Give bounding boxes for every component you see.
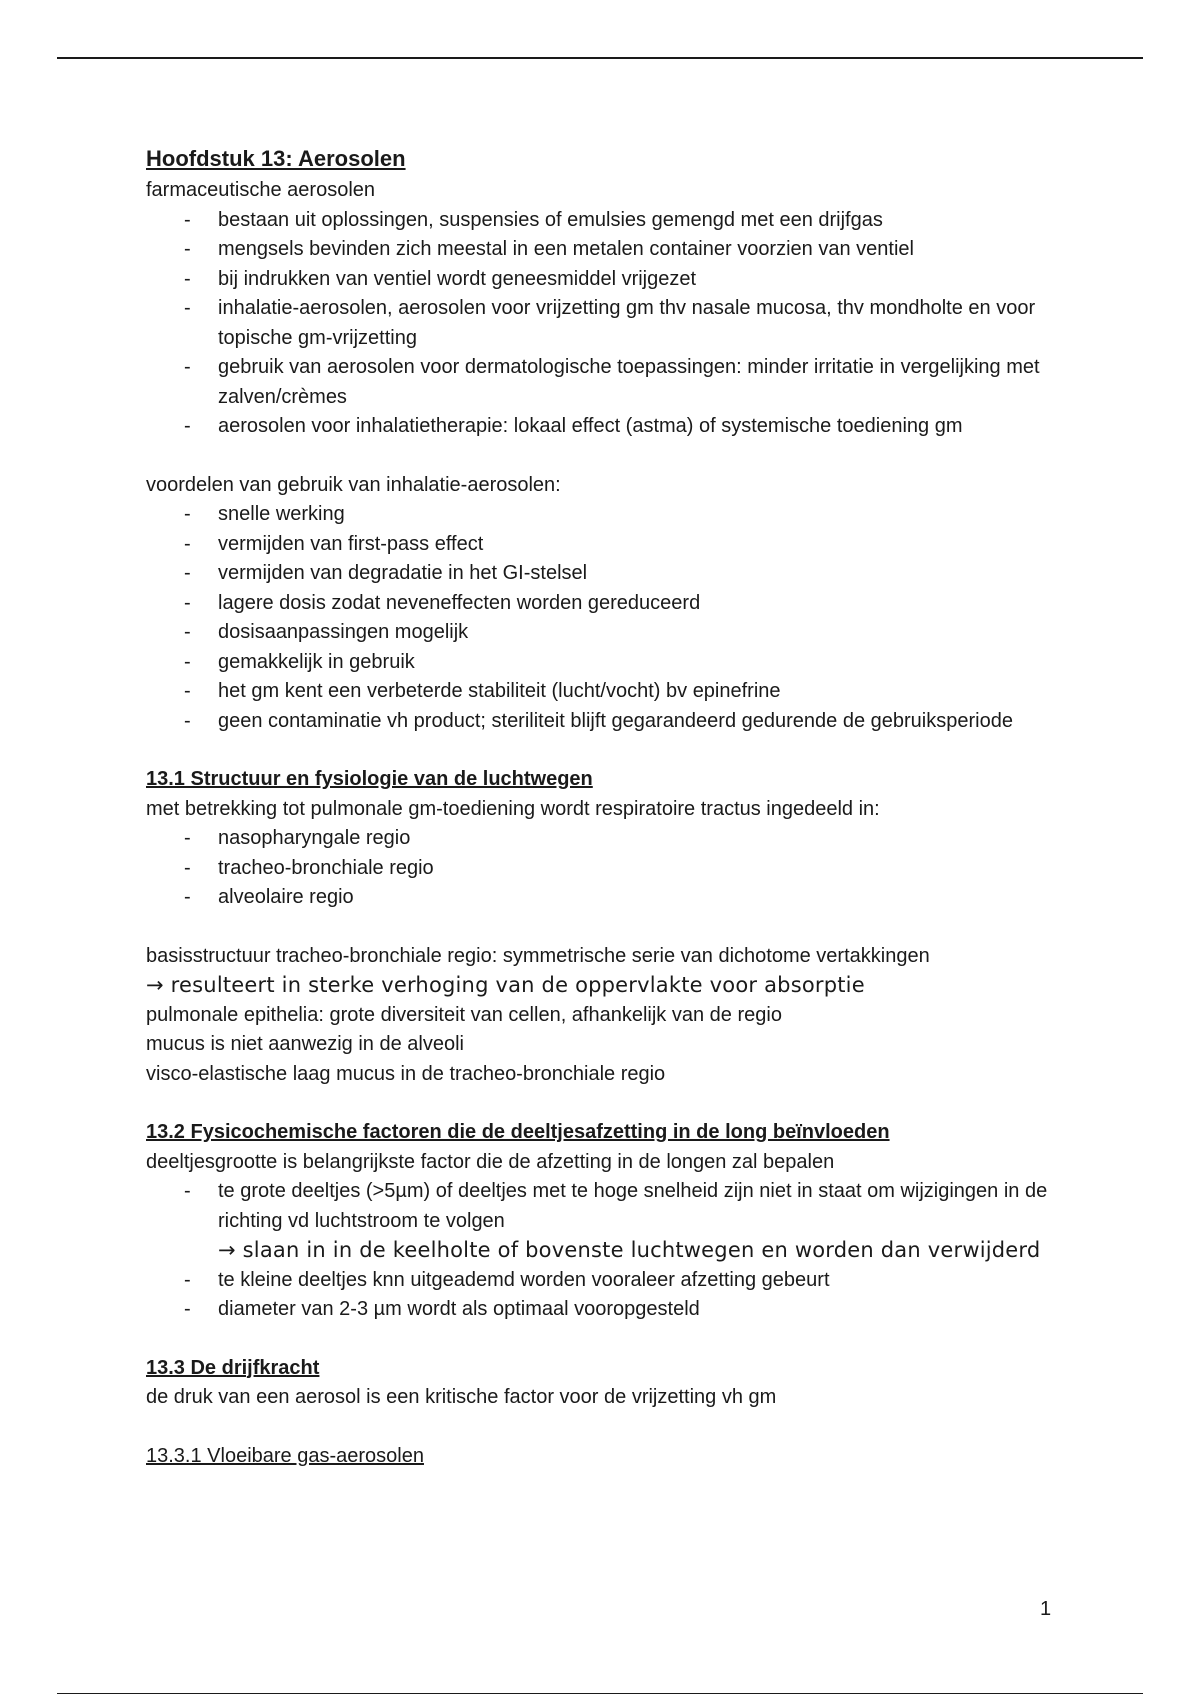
list-item: - aerosolen voor inhalatietherapie: lokaal effect (astma) of systemische toediening gm [146, 412, 1066, 442]
bullet-dash: - [184, 208, 191, 231]
bullet-dash: - [184, 1298, 191, 1320]
bullet-dash: - [184, 1268, 191, 1291]
bullet-dash: - [184, 503, 191, 525]
bullet-dash: - [184, 650, 191, 673]
list-item: - te grote deeltjes (>5µm) of deeltjes met te hoge snelheid zijn niet in staat om wijzigingen in de richting vd luchtstroom te volgen → slaan in in de keelholte of bovenste luchtwegen en worden dan verwijderd [146, 1177, 1066, 1266]
intro-lead: farmaceutische aerosolen [146, 179, 376, 201]
arrow-paragraph: → resulteert in sterke verhoging van de oppervlakte voor absorptie [146, 973, 865, 997]
list-item: - lagere dosis zodat neveneffecten worden gereduceerd [146, 589, 1066, 619]
paragraph: mucus is niet aanwezig in de alveoli [146, 1033, 464, 1055]
bullet-dash: - [184, 415, 191, 437]
bullet-dash: - [184, 562, 191, 584]
list-item: - diameter van 2-3 µm wordt als optimaal vooropgesteld [146, 1295, 1066, 1325]
list-item: - alveolaire regio [146, 883, 1066, 913]
list-item: - te kleine deeltjes knn uitgeademd worden vooraleer afzetting gebeurt [146, 1266, 1066, 1296]
list-item: - bij indrukken van ventiel wordt geneesmiddel vrijgezet [146, 265, 1066, 295]
bullet-dash: - [184, 709, 191, 732]
arrow-paragraph: → slaan in in de keelholte of bovenste luchtwegen en worden dan verwijderd [218, 1238, 1041, 1262]
section-heading-13-3: 13.3 De drijfkracht [146, 1356, 320, 1379]
section-13-1-lead: met betrekking tot pulmonale gm-toediening wordt respiratoire tractus ingedeeld in: [146, 797, 880, 820]
subsection-heading-13-3-1: 13.3.1 Vloeibare gas-aerosolen [146, 1444, 424, 1467]
bullet-dash: - [184, 856, 191, 879]
intro-list [146, 206, 1066, 442]
list-item: - het gm kent een verbeterde stabiliteit (lucht/vocht) bv epinefrine [146, 677, 1066, 707]
list-item: - inhalatie-aerosolen, aerosolen voor vrijzetting gm thv nasale mucosa, thv mondholte en voor topische gm-vrijzetting [146, 294, 1066, 353]
paragraph: visco-elastische laag mucus in de tracheo-bronchiale regio [146, 1062, 666, 1085]
paragraph: basisstructuur tracheo-bronchiale regio: symmetrische serie van dichotome vertakkingen [146, 944, 930, 967]
particles-list [146, 1177, 1066, 1325]
bullet-dash: - [184, 680, 191, 702]
bullet-dash: - [184, 297, 191, 319]
bullet-dash: - [184, 591, 191, 614]
bullet-dash: - [184, 532, 191, 555]
bullet-dash: - [184, 621, 191, 643]
bullet-dash: - [184, 1180, 191, 1202]
list-item: - vermijden van first-pass effect [146, 530, 1066, 560]
bullet-dash: - [184, 356, 191, 378]
list-item: - nasopharyngale regio [146, 824, 1066, 854]
paragraph: pulmonale epithelia: grote diversiteit van cellen, afhankelijk van de regio [146, 1003, 782, 1026]
page-title: Hoofdstuk 13: Aerosolen [146, 146, 406, 171]
list-item: - tracheo-bronchiale regio [146, 854, 1066, 884]
top-rule [57, 57, 1143, 59]
regions-list [146, 824, 1066, 913]
list-item: - mengsels bevinden zich meestal in een metalen container voorzien van ventiel [146, 235, 1066, 265]
section-13-3-lead: de druk van een aerosol is een kritische factor voor de vrijzetting vh gm [146, 1386, 777, 1408]
section-heading-13-2: 13.2 Fysicochemische factoren die de deeltjesafzetting in de long beïnvloeden [146, 1121, 890, 1143]
bullet-dash: - [184, 886, 191, 908]
bullet-dash: - [184, 827, 191, 849]
list-item: - dosisaanpassingen mogelijk [146, 618, 1066, 648]
bullet-dash: - [184, 267, 191, 290]
bullet-dash: - [184, 238, 191, 260]
list-item: - vermijden van degradatie in het GI-stelsel [146, 559, 1066, 589]
section-13-2-lead: deeltjesgrootte is belangrijkste factor die de afzetting in de longen zal bepalen [146, 1150, 835, 1173]
document-body [146, 142, 1066, 1471]
bottom-rule [57, 1693, 1143, 1694]
advantages-lead: voordelen van gebruik van inhalatie-aerosolen: [146, 473, 561, 496]
list-item: - bestaan uit oplossingen, suspensies of emulsies gemengd met een drijfgas [146, 206, 1066, 236]
list-item: - gebruik van aerosolen voor dermatologische toepassingen: minder irritatie in vergelijking met zalven/crèmes [146, 353, 1066, 412]
advantages-list [146, 500, 1066, 736]
page-number: 1 [1040, 1598, 1052, 1620]
list-item: - gemakkelijk in gebruik [146, 648, 1066, 678]
list-item: - snelle werking [146, 500, 1066, 530]
list-item: - geen contaminatie vh product; steriliteit blijft gegarandeerd gedurende de gebruiksperiode [146, 707, 1066, 737]
section-heading-13-1: 13.1 Structuur en fysiologie van de luchtwegen [146, 768, 593, 790]
